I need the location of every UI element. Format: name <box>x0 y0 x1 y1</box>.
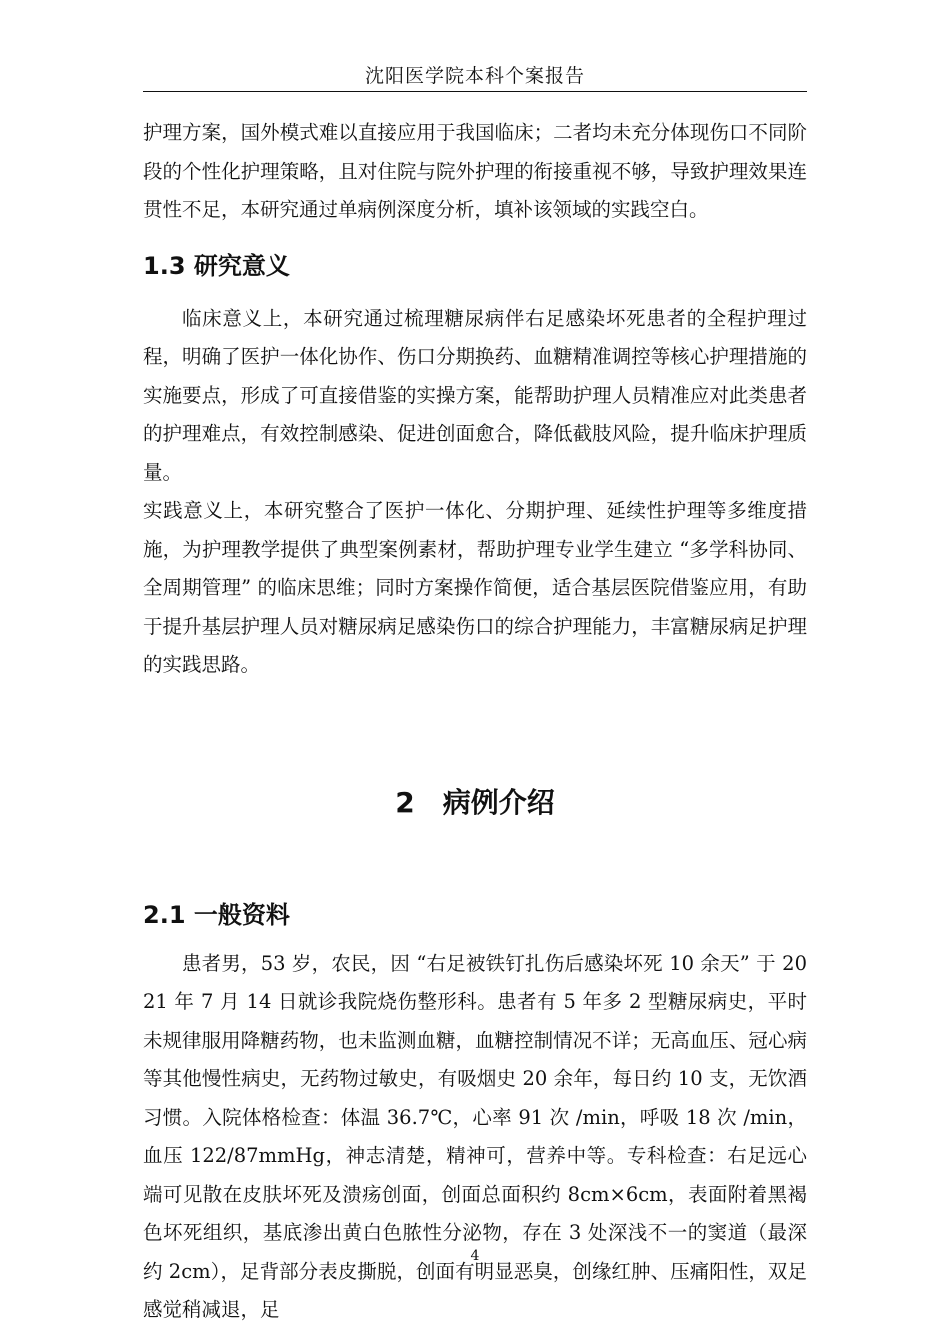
chapter-heading-2: 2 病例介绍 <box>395 785 555 819</box>
section-heading-2-1: 2.1 一般资料 <box>143 900 290 929</box>
section-1-3-paragraph-1: 临床意义上，本研究通过梳理糖尿病伴右足感染坏死患者的全程护理过程，明确了医护一体化协作、伤口分期换药、血糖精准调控等核心护理措施的实施要点，形成了可直接借鉴的实操方案，能帮助护理人员精准应对此类患者的护理难点，有效控制感染、促进创面愈合，降低截肢风险，提升临床护理质量。 <box>143 306 807 484</box>
section-heading-1-3: 1.3 研究意义 <box>143 251 290 280</box>
section-1-3-paragraph-2: 实践意义上，本研究整合了医护一体化、分期护理、延续性护理等多维度措施，为护理教学提供了典型案例素材，帮助护理专业学生建立 “多学科协同、全周期管理” 的临床思维；同时方案操作简便，适合基层医院借鉴应用，有助于提升基层护理人员对糖尿病足感染伤口的综合护理能力，丰富糖尿病足护理的实践思路。 <box>143 499 807 676</box>
running-header: 沈阳医学院本科个案报告 <box>364 65 585 87</box>
header-divider <box>143 91 807 92</box>
intro-paragraph: 护理方案，国外模式难以直接应用于我国临床；二者均未充分体现伤口不同阶段的个性化护理策略，且对住院与院外护理的衔接重视不够，导致护理效果连贯性不足，本研究通过单病例深度分析，填补该领域的实践空白。 <box>143 121 807 221</box>
section-2-1-paragraph-1: 患者男，53 岁，农民，因 “右足被铁钉扎伤后感染坏死 10 余天” 于 2021 年 7 月 14 日就诊我院烧伤整形科。患者有 5 年多 2 型糖尿病史，平时未规律服用降糖药物，也未监测血糖，血糖控制情况不详；无高血压、冠心病等其他慢性病史，无药物过敏史，有吸烟史 20 余年，每日约 10 支，无饮酒习惯。入院体格检查：体温 36.7℃，心率 91 次 /min，呼吸 18 次 /min，血压 122/87mmHg，神志清楚，精神可，营养中等。专科检查：右足远心端可见散在皮肤坏死及溃疡创面，创面总面积约 8cm×6cm，表面附着黑褐色坏死组织，基底渗出黄白色脓性分泌物，存在 3 处深浅不一的窦道（最深约 2cm），足背部分表皮撕脱，创面有明显恶臭，创缘红肿、压痛阳性，双足感觉稍减退，足 <box>143 951 807 1321</box>
page-number: 4 <box>470 1248 480 1264</box>
page-body <box>143 114 807 1330</box>
